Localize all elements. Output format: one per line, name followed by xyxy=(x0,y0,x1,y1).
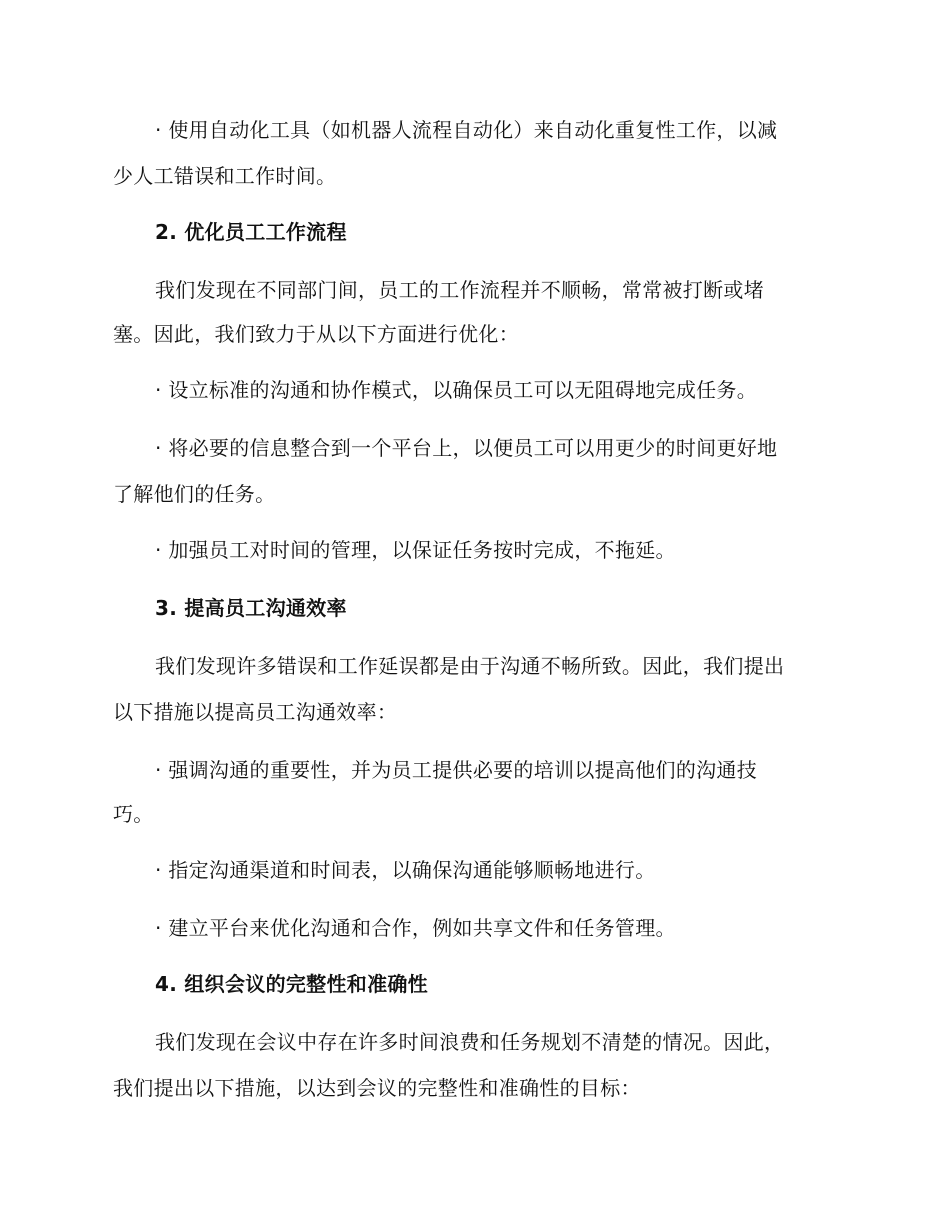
paragraph-communication-line-2: 以下措施以提高员工沟通效率： xyxy=(113,700,398,724)
bullet-time-management: · 加强员工对时间的管理，以保证任务按时完成，不拖延。 xyxy=(155,538,676,562)
paragraph-workflow-line-2: 塞。因此，我们致力于从以下方面进行优化： xyxy=(113,322,519,346)
section-heading-3: 3. 提高员工沟通效率 xyxy=(155,596,347,620)
bullet-training-line-1: · 强调沟通的重要性，并为员工提供必要的培训以提高他们的沟通技 xyxy=(155,758,758,782)
bullet-training-line-2: 巧。 xyxy=(113,802,154,826)
bullet-integration-line-2: 了解他们的任务。 xyxy=(113,482,276,506)
bullet-platform: · 建立平台来优化沟通和合作，例如共享文件和任务管理。 xyxy=(155,916,676,940)
paragraph-meeting-line-2: 我们提出以下措施，以达到会议的完整性和准确性的目标： xyxy=(113,1076,641,1100)
section-heading-4: 4. 组织会议的完整性和准确性 xyxy=(155,972,428,996)
bullet-standard-communication: · 设立标准的沟通和协作模式，以确保员工可以无阻碍地完成任务。 xyxy=(155,378,758,402)
bullet-integration-line-1: · 将必要的信息整合到一个平台上，以便员工可以用更少的时间更好地 xyxy=(155,436,778,460)
paragraph-meeting-line-1: 我们发现在会议中存在许多时间浪费和任务规划不清楚的情况。因此， xyxy=(155,1030,785,1054)
bullet-channels: · 指定沟通渠道和时间表，以确保沟通能够顺畅地进行。 xyxy=(155,858,656,882)
section-heading-2: 2. 优化员工工作流程 xyxy=(155,220,347,244)
paragraph-workflow-line-1: 我们发现在不同部门间，员工的工作流程并不顺畅，常常被打断或堵 xyxy=(155,278,764,302)
bullet-automation-line-1: · 使用自动化工具（如机器人流程自动化）来自动化重复性工作，以减 xyxy=(155,118,778,142)
paragraph-communication-line-1: 我们发现许多错误和工作延误都是由于沟通不畅所致。因此，我们提出 xyxy=(155,654,785,678)
bullet-automation-line-2: 少人工错误和工作时间。 xyxy=(113,164,337,188)
